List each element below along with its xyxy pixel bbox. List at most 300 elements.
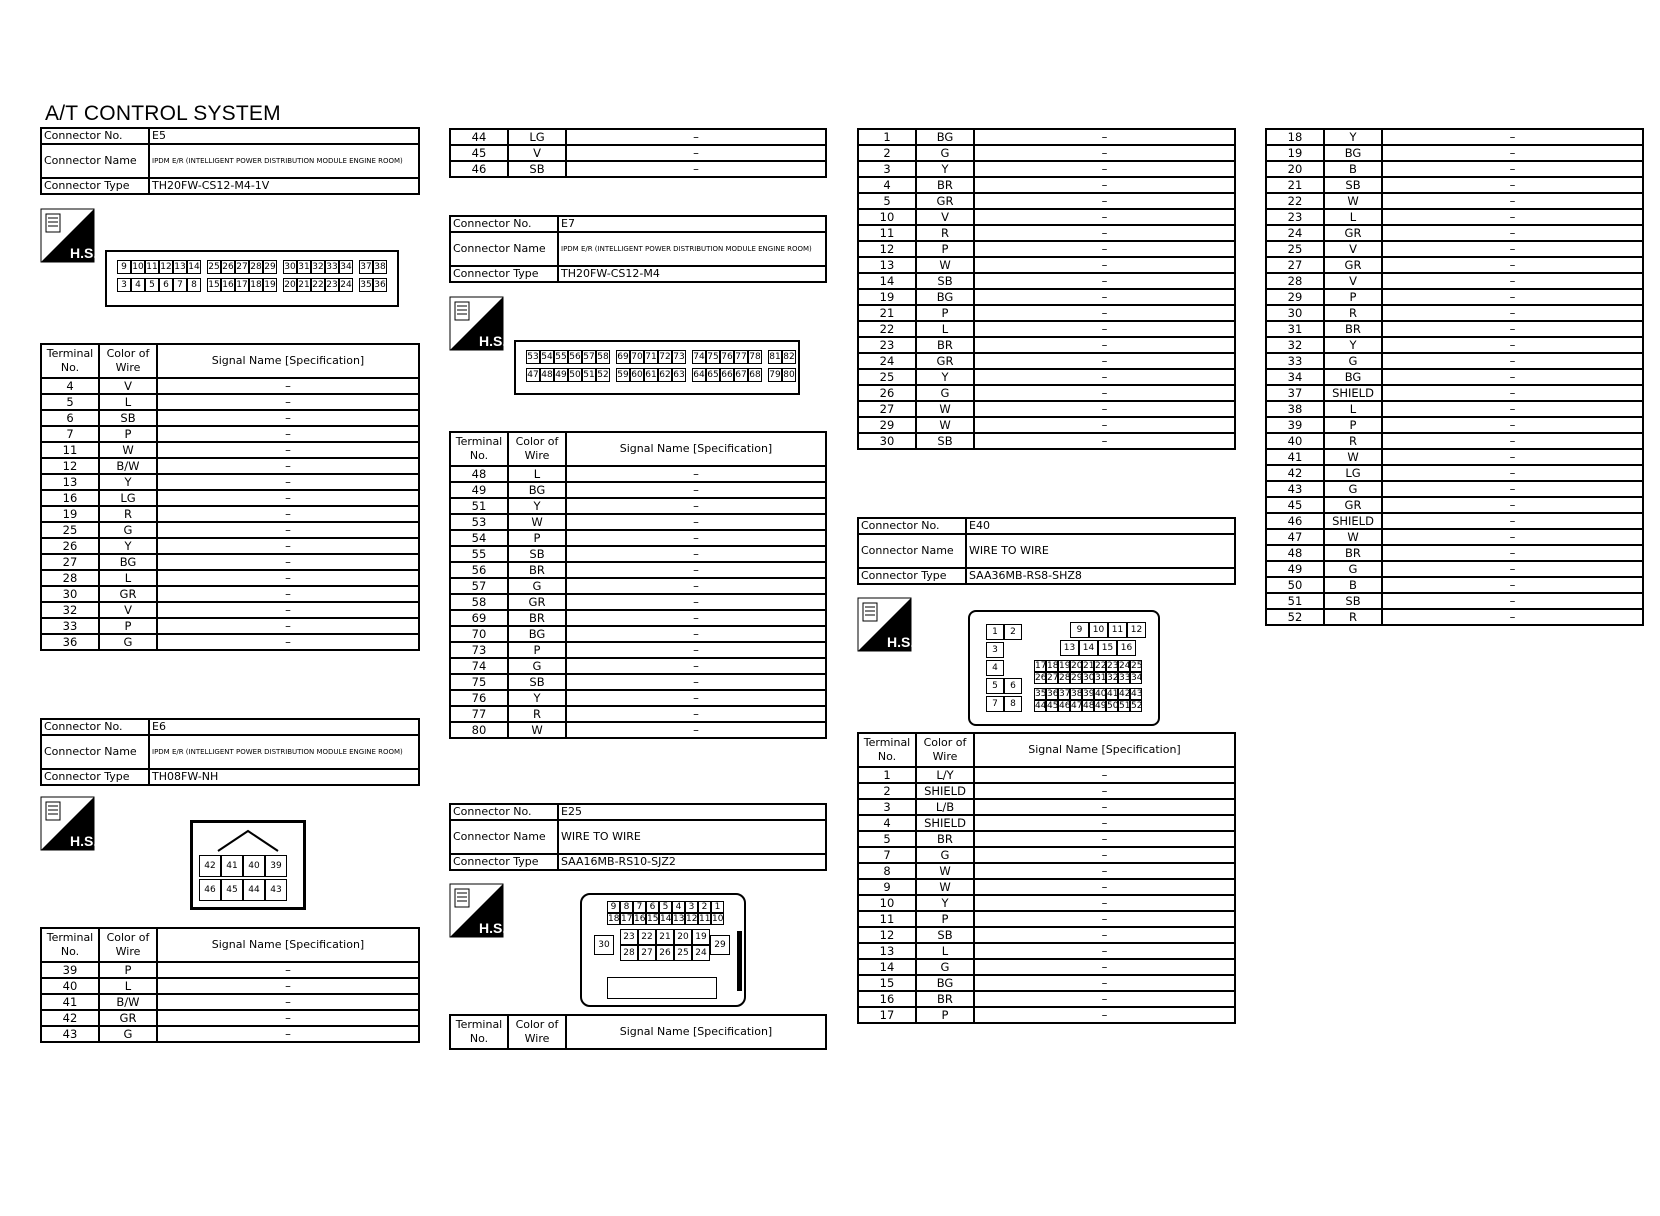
- wire-color: BR: [916, 337, 974, 353]
- signal-name: –: [566, 722, 826, 738]
- connector-pin: 76: [721, 352, 733, 362]
- connector-pin: 8: [620, 901, 633, 913]
- terminal-no: 12: [858, 241, 916, 257]
- wire-color: B/W: [99, 994, 157, 1010]
- connector-pin: 37: [360, 262, 372, 272]
- wire-color: SHIELD: [1324, 513, 1382, 529]
- header-terminal: Terminal No.: [450, 1015, 508, 1049]
- signal-name: –: [974, 799, 1235, 815]
- terminal-no: 51: [450, 498, 508, 514]
- signal-name: –: [974, 911, 1235, 927]
- terminal-no: 23: [858, 337, 916, 353]
- wire-color: BG: [508, 482, 566, 498]
- wire-color: SB: [1324, 177, 1382, 193]
- wire-color: Y: [99, 474, 157, 490]
- table-row: [450, 578, 826, 594]
- connector-pin: 51: [1119, 701, 1131, 711]
- terminal-no: 4: [858, 177, 916, 193]
- table-row: [41, 378, 419, 394]
- terminal-no: 36: [41, 634, 99, 650]
- signal-name: –: [974, 831, 1235, 847]
- wire-color: L: [99, 394, 157, 410]
- terminal-no: 19: [858, 289, 916, 305]
- connector-pin: 77: [735, 352, 747, 362]
- signal-name: –: [157, 634, 419, 650]
- signal-name: –: [157, 458, 419, 474]
- wire-color: W: [916, 401, 974, 417]
- connector-pin: 34: [1131, 673, 1143, 683]
- wire-color: W: [916, 863, 974, 879]
- wire-color: V: [508, 145, 566, 161]
- wire-color: G: [508, 578, 566, 594]
- connector-e7-diagram: [514, 340, 800, 395]
- terminal-no: 16: [41, 490, 99, 506]
- wire-color: SB: [1324, 593, 1382, 609]
- table-row: [450, 562, 826, 578]
- signal-name: –: [566, 145, 826, 161]
- signal-name: –: [974, 129, 1235, 145]
- signal-name: –: [974, 289, 1235, 305]
- wire-color: BG: [916, 289, 974, 305]
- signal-name: –: [1382, 209, 1643, 225]
- table-row: [858, 767, 1235, 783]
- signal-name: –: [1382, 225, 1643, 241]
- terminal-no: 22: [1266, 193, 1324, 209]
- table-row: [41, 458, 419, 474]
- signal-name: –: [157, 618, 419, 634]
- table-row: [41, 410, 419, 426]
- connector-pin: 53: [527, 352, 539, 362]
- terminal-no: 41: [1266, 449, 1324, 465]
- table-row: [858, 321, 1235, 337]
- table-row: [450, 626, 826, 642]
- wire-color: BG: [508, 626, 566, 642]
- table-row: [1266, 193, 1643, 209]
- table-row: [450, 722, 826, 738]
- connector-pin: 16: [222, 280, 234, 290]
- table-row: [858, 991, 1235, 1007]
- table-row: [450, 610, 826, 626]
- signal-name: –: [1382, 369, 1643, 385]
- connector-pin: 59: [617, 370, 629, 380]
- connector-no: E7: [558, 216, 826, 232]
- table-row: [858, 911, 1235, 927]
- connector-pin: 80: [783, 370, 795, 380]
- connector-pin: 9: [117, 260, 131, 274]
- connector-pin: 5: [659, 901, 672, 913]
- connector-pin: 36: [374, 280, 386, 290]
- connector-pin: 10: [712, 914, 724, 924]
- wire-color: SHIELD: [1324, 385, 1382, 401]
- connector-pin: 69: [617, 352, 629, 362]
- connector-pin: 48: [1083, 701, 1095, 711]
- connector-pin: 46: [199, 879, 221, 901]
- wire-color: W: [1324, 193, 1382, 209]
- wire-color: Y: [1324, 129, 1382, 145]
- connector-pin: 15: [208, 280, 220, 290]
- wire-color: GR: [1324, 257, 1382, 273]
- connector-pin: 34: [340, 262, 352, 272]
- signal-name: –: [974, 783, 1235, 799]
- signal-name: –: [566, 610, 826, 626]
- terminal-no: 29: [1266, 289, 1324, 305]
- wire-color: P: [1324, 417, 1382, 433]
- connector-pin: 7: [173, 278, 187, 292]
- connector-pin: 5: [986, 678, 1004, 694]
- connector-name: IPDM E/R (INTELLIGENT POWER DISTRIBUTION MODULE ENGINE ROOM): [149, 144, 419, 178]
- wire-color: GR: [508, 594, 566, 610]
- terminal-no: 42: [41, 1010, 99, 1026]
- wire-color: R: [99, 506, 157, 522]
- connector-pin: 14: [660, 914, 672, 924]
- terminal-no: 26: [858, 385, 916, 401]
- table-row: [450, 514, 826, 530]
- svg-text:H.S.: H.S.: [887, 634, 912, 650]
- connector-pin: 54: [541, 352, 553, 362]
- wire-color: Y: [508, 690, 566, 706]
- signal-name: –: [974, 305, 1235, 321]
- wire-color: B/W: [99, 458, 157, 474]
- terminal-no: 30: [1266, 305, 1324, 321]
- terminal-no: 25: [1266, 241, 1324, 257]
- connector-pin: 51: [583, 370, 595, 380]
- signal-name: –: [566, 594, 826, 610]
- signal-name: –: [1382, 577, 1643, 593]
- signal-name: –: [1382, 145, 1643, 161]
- connector-e25-table: [857, 128, 1236, 450]
- connector-pin: 36: [1047, 689, 1059, 699]
- connector-pin: 20: [284, 280, 296, 290]
- table-row: [858, 369, 1235, 385]
- label: Connector Type: [450, 266, 558, 282]
- wire-color: BR: [508, 562, 566, 578]
- connector-pin: 3: [117, 278, 131, 292]
- signal-name: –: [974, 385, 1235, 401]
- signal-name: –: [157, 962, 419, 978]
- terminal-no: 43: [1266, 481, 1324, 497]
- connector-pin: 23: [326, 280, 338, 290]
- terminal-no: 5: [858, 831, 916, 847]
- table-row: [1266, 481, 1643, 497]
- connector-pin: 30: [284, 262, 296, 272]
- terminal-no: 12: [41, 458, 99, 474]
- connector-e6-diagram: [190, 820, 306, 910]
- wire-color: P: [916, 305, 974, 321]
- wire-color: P: [916, 241, 974, 257]
- terminal-no: 19: [41, 506, 99, 522]
- wire-color: Y: [99, 538, 157, 554]
- signal-name: –: [566, 674, 826, 690]
- table-row: [1266, 593, 1643, 609]
- connector-e5-table: [40, 343, 420, 651]
- connector-pin: 39: [265, 855, 287, 877]
- signal-name: –: [1382, 273, 1643, 289]
- signal-name: –: [566, 161, 826, 177]
- table-row: [1266, 545, 1643, 561]
- table-row: [1266, 385, 1643, 401]
- connector-pin: 13: [673, 914, 685, 924]
- connector-pin: 24: [1119, 661, 1131, 671]
- signal-name: –: [157, 410, 419, 426]
- signal-name: –: [974, 895, 1235, 911]
- connector-pin: 29: [1071, 673, 1083, 683]
- terminal-no: 4: [858, 815, 916, 831]
- signal-name: –: [566, 626, 826, 642]
- terminal-no: 28: [1266, 273, 1324, 289]
- signal-name: –: [1382, 241, 1643, 257]
- connector-e40-table-continued: [1265, 128, 1644, 626]
- signal-name: –: [1382, 193, 1643, 209]
- terminal-no: 8: [858, 863, 916, 879]
- wire-color: V: [99, 378, 157, 394]
- connector-pin: 12: [686, 914, 698, 924]
- signal-name: –: [157, 994, 419, 1010]
- connector-pin: 18: [1047, 661, 1059, 671]
- connector-e7-info: [449, 215, 827, 283]
- signal-name: –: [157, 602, 419, 618]
- connector-pin: 16: [1117, 640, 1136, 656]
- terminal-no: 10: [858, 209, 916, 225]
- terminal-no: 25: [41, 522, 99, 538]
- table-row: [41, 962, 419, 978]
- connector-pin: 13: [1060, 640, 1079, 656]
- connector-pin: 3: [685, 901, 698, 913]
- wire-color: GR: [99, 586, 157, 602]
- terminal-no: 23: [1266, 209, 1324, 225]
- terminal-no: 4: [41, 378, 99, 394]
- connector-pin: 30: [1083, 673, 1095, 683]
- terminal-no: 2: [858, 783, 916, 799]
- header-terminal: Terminal No.: [41, 344, 99, 378]
- terminal-no: 1: [858, 129, 916, 145]
- connector-pin: 6: [646, 901, 659, 913]
- wire-color: V: [1324, 241, 1382, 257]
- wire-color: R: [916, 225, 974, 241]
- signal-name: –: [974, 145, 1235, 161]
- connector-pin: 4: [131, 278, 145, 292]
- connector-pin: 79: [769, 370, 781, 380]
- connector-pin: 28: [620, 945, 638, 961]
- wire-color: P: [508, 530, 566, 546]
- wire-color: SB: [916, 927, 974, 943]
- signal-name: –: [974, 257, 1235, 273]
- connector-pin: 8: [1004, 696, 1022, 712]
- signal-name: –: [1382, 545, 1643, 561]
- terminal-no: 80: [450, 722, 508, 738]
- terminal-no: 17: [858, 1007, 916, 1023]
- wire-color: P: [99, 618, 157, 634]
- connector-pin: 24: [692, 945, 710, 961]
- connector-pin: 17: [621, 914, 633, 924]
- terminal-no: 52: [1266, 609, 1324, 625]
- terminal-no: 39: [1266, 417, 1324, 433]
- connector-pin: 1: [711, 901, 724, 913]
- table-row: [858, 783, 1235, 799]
- table-row: [858, 241, 1235, 257]
- table-row: [1266, 513, 1643, 529]
- connector-pin: 82: [783, 352, 795, 362]
- terminal-no: 12: [858, 927, 916, 943]
- wire-color: SHIELD: [916, 815, 974, 831]
- connector-pin: 61: [645, 370, 657, 380]
- signal-name: –: [566, 690, 826, 706]
- connector-pin: 22: [312, 280, 324, 290]
- table-row: [1266, 305, 1643, 321]
- wire-color: BR: [1324, 321, 1382, 337]
- wire-color: G: [99, 634, 157, 650]
- label: Connector Name: [41, 735, 149, 769]
- connector-type: SAA16MB-RS10-SJZ2: [558, 854, 826, 870]
- wire-color: P: [1324, 289, 1382, 305]
- table-row: [858, 417, 1235, 433]
- connector-no: E25: [558, 804, 826, 820]
- label: Connector Name: [41, 144, 149, 178]
- signal-name: –: [1382, 465, 1643, 481]
- wire-color: V: [99, 602, 157, 618]
- table-row: [41, 994, 419, 1010]
- connector-e5-table-continued: [449, 128, 827, 178]
- table-row: [41, 618, 419, 634]
- terminal-no: 33: [1266, 353, 1324, 369]
- connector-name: WIRE TO WIRE: [966, 534, 1235, 568]
- table-row: [41, 538, 419, 554]
- wire-color: W: [508, 722, 566, 738]
- wire-color: L: [508, 466, 566, 482]
- wire-color: R: [1324, 433, 1382, 449]
- terminal-no: 18: [1266, 129, 1324, 145]
- table-row: [858, 815, 1235, 831]
- wire-color: W: [1324, 449, 1382, 465]
- connector-name: WIRE TO WIRE: [558, 820, 826, 854]
- wire-color: SHIELD: [916, 783, 974, 799]
- connector-pin: 10: [132, 262, 144, 272]
- connector-e5-info: [40, 127, 420, 195]
- wire-color: G: [99, 522, 157, 538]
- wire-color: GR: [99, 1010, 157, 1026]
- connector-pin: 26: [656, 945, 674, 961]
- connector-slot: [607, 977, 717, 999]
- terminal-no: 19: [1266, 145, 1324, 161]
- terminal-no: 1: [858, 767, 916, 783]
- connector-type: TH08FW-NH: [149, 769, 419, 785]
- terminal-no: 7: [41, 426, 99, 442]
- terminal-no: 27: [858, 401, 916, 417]
- connector-pin: 21: [298, 280, 310, 290]
- connector-pin: 19: [264, 280, 276, 290]
- connector-pin: 7: [633, 901, 646, 913]
- terminal-no: 34: [1266, 369, 1324, 385]
- signal-name: –: [974, 417, 1235, 433]
- wire-color: Y: [916, 161, 974, 177]
- header-signal: Signal Name [Specification]: [566, 432, 826, 466]
- table-row: [858, 225, 1235, 241]
- svg-text:H.S.: H.S.: [70, 245, 95, 261]
- header-color: Color of Wire: [99, 928, 157, 962]
- table-row: [41, 426, 419, 442]
- connector-pin: 19: [692, 929, 710, 945]
- header-terminal: Terminal No.: [858, 733, 916, 767]
- table-row: [450, 706, 826, 722]
- connector-pin: 47: [1071, 701, 1083, 711]
- table-row: [41, 522, 419, 538]
- connector-rib: [737, 931, 742, 991]
- connector-e25-diagram: [580, 893, 746, 1007]
- signal-name: –: [974, 991, 1235, 1007]
- connector-pin: 9: [1070, 622, 1089, 638]
- signal-name: –: [1382, 593, 1643, 609]
- header-signal: Signal Name [Specification]: [157, 928, 419, 962]
- terminal-no: 50: [1266, 577, 1324, 593]
- connector-e5-diagram: [105, 250, 399, 307]
- connector-pin: 23: [620, 929, 638, 945]
- terminal-no: 58: [450, 594, 508, 610]
- terminal-no: 25: [858, 369, 916, 385]
- wire-color: P: [508, 642, 566, 658]
- label: Connector No.: [41, 128, 149, 144]
- signal-name: –: [974, 943, 1235, 959]
- table-row: [41, 1026, 419, 1042]
- connector-pin: 42: [199, 855, 221, 877]
- wire-color: W: [916, 257, 974, 273]
- terminal-no: 48: [1266, 545, 1324, 561]
- connector-latch-icon: [193, 823, 303, 853]
- table-row: [858, 895, 1235, 911]
- table-row: [1266, 321, 1643, 337]
- signal-name: –: [157, 426, 419, 442]
- connector-pin: 14: [188, 262, 200, 272]
- table-row: [1266, 273, 1643, 289]
- wire-color: BR: [916, 991, 974, 1007]
- table-row: [1266, 609, 1643, 625]
- terminal-no: 13: [41, 474, 99, 490]
- terminal-no: 29: [858, 417, 916, 433]
- terminal-no: 77: [450, 706, 508, 722]
- connector-pin: 56: [569, 352, 581, 362]
- signal-name: –: [157, 490, 419, 506]
- terminal-no: 22: [858, 321, 916, 337]
- signal-name: –: [566, 578, 826, 594]
- terminal-no: 73: [450, 642, 508, 658]
- signal-name: –: [1382, 321, 1643, 337]
- table-row: [858, 305, 1235, 321]
- connector-pin: 78: [749, 352, 761, 362]
- connector-pin: 4: [986, 660, 1004, 676]
- table-row: [450, 658, 826, 674]
- table-row: [1266, 225, 1643, 241]
- terminal-no: 6: [41, 410, 99, 426]
- terminal-no: 11: [41, 442, 99, 458]
- table-row: [858, 177, 1235, 193]
- terminal-no: 32: [41, 602, 99, 618]
- table-row: [1266, 161, 1643, 177]
- terminal-no: 48: [450, 466, 508, 482]
- terminal-no: 31: [1266, 321, 1324, 337]
- connector-pin: 2: [698, 901, 711, 913]
- signal-name: –: [1382, 529, 1643, 545]
- connector-pin: 11: [146, 262, 158, 272]
- connector-pin: 32: [312, 262, 324, 272]
- terminal-no: 45: [450, 145, 508, 161]
- signal-name: –: [157, 522, 419, 538]
- signal-name: –: [974, 401, 1235, 417]
- connector-pin: 18: [608, 914, 620, 924]
- connector-pin: 11: [1108, 622, 1127, 638]
- connector-pin: 63: [673, 370, 685, 380]
- signal-name: –: [566, 514, 826, 530]
- wire-color: P: [916, 1007, 974, 1023]
- wire-color: G: [1324, 561, 1382, 577]
- wire-color: LG: [1324, 465, 1382, 481]
